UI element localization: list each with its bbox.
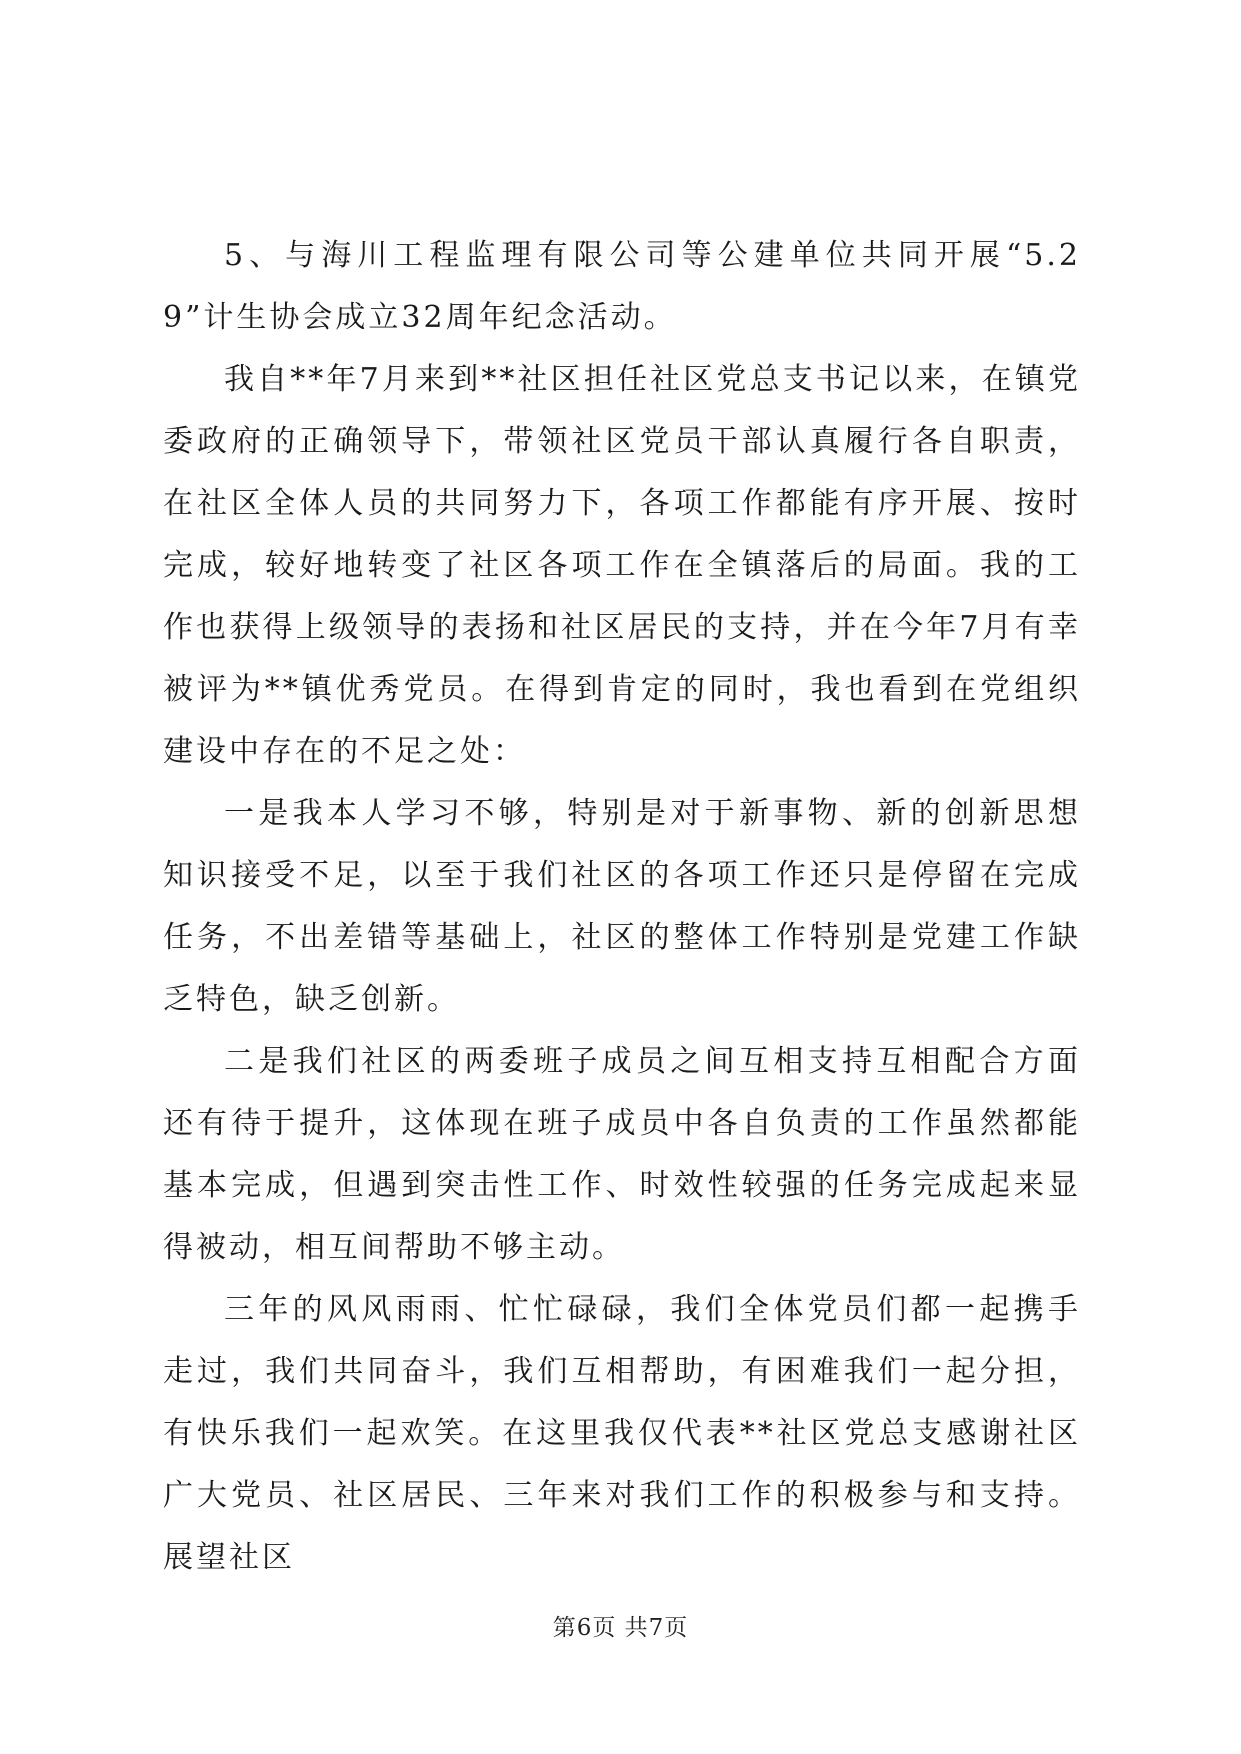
document-body [163,225,1081,1589]
paragraph-item-5: 5、与海川工程监理有限公司等公建单位共同开展“5.29”计生协会成立32周年纪念活动。 [163,238,1081,335]
paragraph-community-work: 我自**年7月来到**社区担任社区党总支书记以来，在镇党委政府的正确领导下，带领社区党员干部认真履行各自职责，在社区全体人员的共同努力下，各项工作都能有序开展、按时完成，较好地转变了社区各项工作在全镇落后的局面。我的工作也获得上级领导的表扬和社区居民的支持，并在今年7月有幸被评为**镇优秀党员。在得到肯定的同时，我也看到在党组织建设中存在的不足之处： [163,362,1081,769]
paragraph-shortcoming-one: 一是我本人学习不够，特别是对于新事物、新的创新思想知识接受不足，以至于我们社区的各项工作还只是停留在完成任务，不出差错等基础上，社区的整体工作特别是党建工作缺乏特色，缺乏创新。 [163,796,1081,1017]
paragraph-shortcoming-two: 二是我们社区的两委班子成员之间互相支持互相配合方面还有待于提升，这体现在班子成员中各自负责的工作虽然都能基本完成，但遇到突击性工作、时效性较强的任务完成起来显得被动，相互间帮助不够主动。 [163,1044,1081,1265]
page-number-footer: 第6页 共7页 [552,1615,689,1641]
paragraph-three-years: 三年的风风雨雨、忙忙碌碌，我们全体党员们都一起携手走过，我们共同奋斗，我们互相帮助，有困难我们一起分担，有快乐我们一起欢笑。在这里我仅代表**社区党总支感谢社区广大党员、社区居民、三年来对我们工作的积极参与和支持。展望社区 [163,1292,1081,1575]
